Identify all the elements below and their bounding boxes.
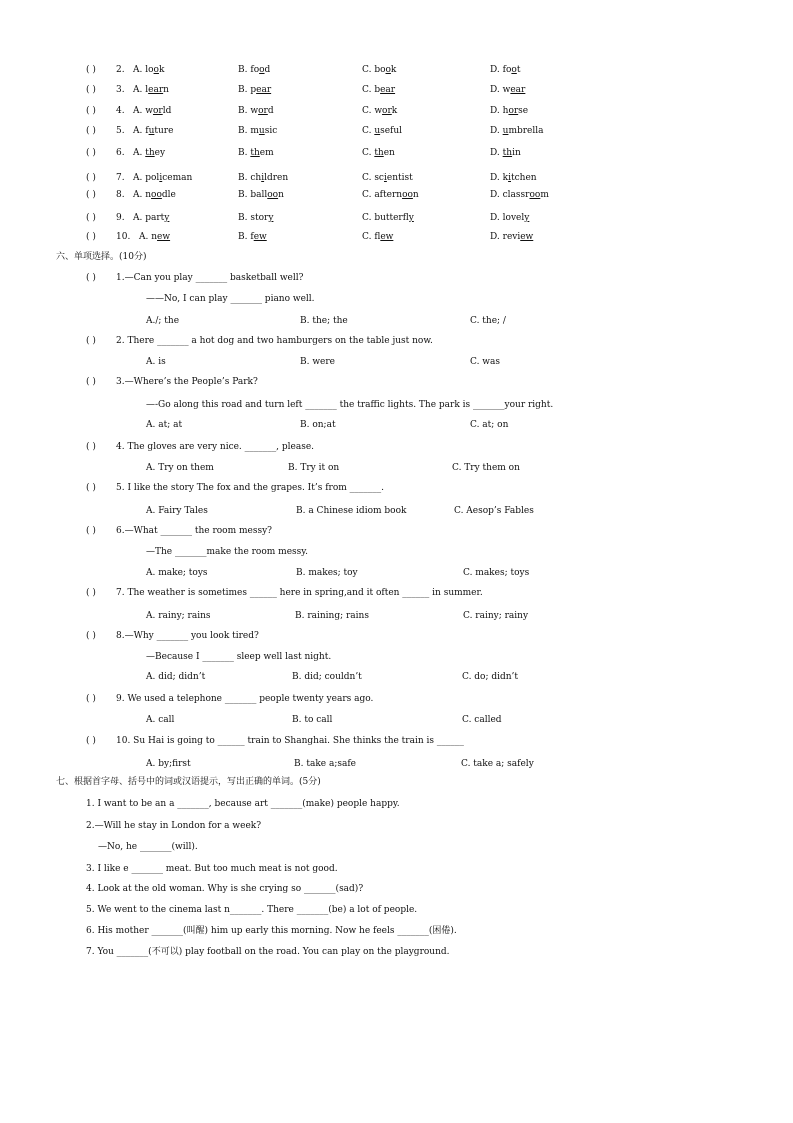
question-text: 9. We used a telephone _______ people twenty years ago. <box>116 694 374 704</box>
question-number: 6. <box>116 148 125 158</box>
option-c[interactable]: C. called <box>462 715 502 725</box>
fill-blank-line <box>0 840 793 854</box>
word-part: part <box>145 213 165 223</box>
option-b[interactable]: B. raining; rains <box>295 611 369 621</box>
option-d <box>490 171 537 185</box>
option-c <box>362 63 396 77</box>
word-part: aftern <box>374 190 403 200</box>
underlined-sound: o <box>153 65 159 75</box>
option-c <box>362 104 397 118</box>
option-b <box>238 211 273 225</box>
response-text: —-Go along this road and turn left _______ the traffic lights. The park is _______your right. <box>146 400 554 410</box>
underlined-sound: i <box>508 173 511 183</box>
word-part: ture <box>154 126 174 136</box>
pronunciation-row <box>0 63 793 77</box>
fill-blank-text[interactable]: —No, he _______(will). <box>98 842 198 852</box>
mcq-question-row <box>0 692 793 706</box>
option-b[interactable]: B. Try it on <box>288 463 340 473</box>
option-letter: C. <box>362 148 372 158</box>
underlined-sound: ew <box>380 232 394 242</box>
question-text: 1.—Can you play _______ basketball well? <box>116 273 304 283</box>
word-part: w <box>250 106 259 116</box>
word-part: w <box>502 85 511 95</box>
option-b[interactable]: B. the; the <box>300 316 348 326</box>
fill-blank-text[interactable]: 3. I like e _______ meat. But too much meat is not good. <box>86 864 338 874</box>
option-letter: A. <box>133 126 143 136</box>
word-part: n <box>151 232 158 242</box>
underlined-sound: y <box>164 213 170 223</box>
underlined-sound: ew <box>520 232 534 242</box>
underlined-sound: ear <box>148 85 164 95</box>
mcq-options-row <box>0 757 793 771</box>
word-part: m <box>540 190 549 200</box>
mcq-question-row <box>0 271 793 285</box>
mcq-question-row <box>0 440 793 454</box>
option-d <box>490 104 528 118</box>
answer-bracket[interactable]: ( ) <box>86 588 96 598</box>
response-text: —Because I _______ sleep well last night. <box>146 652 332 662</box>
underlined-sound: or <box>258 106 268 116</box>
word-part: mbrella <box>508 126 544 136</box>
option-letter: A. <box>133 106 143 116</box>
question-text: 2. There _______ a hot dog and two hamburgers on the table just now. <box>116 336 433 346</box>
mcq-question-row <box>0 375 793 389</box>
fill-blank-text[interactable]: 4. Look at the old woman. Why is she crying so _______(sad)? <box>86 884 364 894</box>
mcq-options-row <box>0 418 793 432</box>
word-part: k <box>390 65 397 75</box>
word-part: b <box>374 85 381 95</box>
option-letter: C. <box>362 213 372 223</box>
word-part: n <box>278 190 284 200</box>
underlined-sound: or <box>382 106 392 116</box>
option-a[interactable]: A. did; didn’t <box>146 672 206 682</box>
word-part: f <box>145 126 149 136</box>
fill-blank-line <box>0 903 793 917</box>
underlined-sound: y <box>408 213 414 223</box>
word-part: m <box>250 126 259 136</box>
word-part: f <box>250 232 254 242</box>
option-d <box>490 124 543 138</box>
answer-bracket[interactable]: ( ) <box>86 336 96 346</box>
option-b <box>238 63 270 77</box>
option-letter: B. <box>238 65 248 75</box>
fill-blank-text[interactable]: 1. I want to be an a _______, because art _______(make) people happy. <box>86 799 400 809</box>
word-part: tchen <box>511 173 537 183</box>
option-letter: D. <box>490 232 500 242</box>
question-number: 4. <box>116 106 125 116</box>
option-c <box>362 211 414 225</box>
question-number: 7. <box>116 173 125 183</box>
fill-blank-text[interactable]: 7. You _______(不可以) play football on the road. You can play on the playground. <box>86 947 450 957</box>
underlined-sound: y <box>268 213 274 223</box>
pronunciation-row <box>0 124 793 138</box>
answer-bracket[interactable]: ( ) <box>86 694 96 704</box>
underlined-sound: ew <box>157 232 171 242</box>
option-a <box>133 188 176 202</box>
mcq-response-row <box>0 545 793 559</box>
answer-bracket[interactable]: ( ) <box>86 148 96 158</box>
option-a <box>133 211 169 225</box>
word-part: pol <box>145 173 160 183</box>
option-letter: D. <box>490 148 500 158</box>
fill-blank-line <box>0 862 793 876</box>
option-a[interactable]: A. at; at <box>146 420 183 430</box>
option-a[interactable]: A. make; toys <box>146 568 208 578</box>
pronunciation-row <box>0 83 793 97</box>
mcq-options-row <box>0 713 793 727</box>
option-letter: B. <box>238 126 248 136</box>
word-part: em <box>259 148 274 158</box>
underlined-sound: i <box>383 173 387 183</box>
underlined-sound: or <box>508 106 519 116</box>
option-c[interactable]: C. was <box>470 357 500 367</box>
word-part: k <box>391 106 398 116</box>
option-a <box>139 230 170 244</box>
option-b <box>238 146 274 160</box>
pronunciation-row <box>0 146 793 160</box>
word-part: stor <box>250 213 269 223</box>
option-b[interactable]: B. on;at <box>300 420 336 430</box>
answer-bracket[interactable]: ( ) <box>86 526 96 536</box>
underlined-sound: ear <box>510 85 526 95</box>
response-text: ——No, I can play _______ piano well. <box>146 294 315 304</box>
fill-blank-line <box>0 945 793 959</box>
answer-bracket[interactable]: ( ) <box>86 377 96 387</box>
mcq-question-row <box>0 524 793 538</box>
word-part: ch <box>250 173 262 183</box>
mcq-question-row <box>0 629 793 643</box>
mcq-response-row <box>0 398 793 412</box>
word-part: k <box>502 173 509 183</box>
word-part: en <box>383 148 395 158</box>
underlined-sound: oo <box>402 190 413 200</box>
mcq-options-row <box>0 461 793 475</box>
option-c <box>362 188 419 202</box>
underlined-sound: u <box>502 126 509 136</box>
option-letter: B. <box>238 85 248 95</box>
word-part: lovel <box>502 213 525 223</box>
word-part: fl <box>374 232 381 242</box>
answer-bracket[interactable]: ( ) <box>86 190 96 200</box>
option-letter: C. <box>362 232 372 242</box>
underlined-sound: ear <box>380 85 396 95</box>
option-d <box>490 63 520 77</box>
option-b <box>238 230 267 244</box>
option-a <box>133 83 169 97</box>
word-part: p <box>250 85 257 95</box>
word-part: dle <box>161 190 176 200</box>
mcq-question-row <box>0 586 793 600</box>
question-number: 3. <box>116 85 125 95</box>
underlined-sound: i <box>261 173 265 183</box>
option-c[interactable]: C. take a; safely <box>461 759 534 769</box>
word-part: n <box>145 190 152 200</box>
word-part: d <box>264 65 271 75</box>
underlined-sound: th <box>250 148 260 158</box>
underlined-sound: oo <box>529 190 541 200</box>
word-part: butterfl <box>374 213 409 223</box>
question-text: 7. The weather is sometimes ______ here in spring,and it often ______ in summer. <box>116 588 483 598</box>
word-part: lo <box>145 65 154 75</box>
option-a <box>133 124 173 138</box>
answer-bracket[interactable]: ( ) <box>86 736 96 746</box>
answer-bracket[interactable]: ( ) <box>86 65 96 75</box>
underlined-sound: oo <box>151 190 162 200</box>
option-letter: C. <box>362 173 372 183</box>
pronunciation-row <box>0 188 793 202</box>
question-text: 6.—What _______ the room messy? <box>116 526 272 536</box>
option-b[interactable]: B. makes; toy <box>296 568 358 578</box>
underlined-sound: y <box>524 213 530 223</box>
option-a[interactable]: A./; the <box>146 316 180 326</box>
option-letter: A. <box>133 213 143 223</box>
option-letter: A. <box>133 85 143 95</box>
option-b <box>238 171 288 185</box>
option-c <box>362 124 402 138</box>
mcq-response-row <box>0 650 793 664</box>
mcq-question-row <box>0 334 793 348</box>
answer-bracket[interactable]: ( ) <box>86 232 96 242</box>
option-b[interactable]: B. were <box>300 357 335 367</box>
mcq-options-row <box>0 355 793 369</box>
mcq-options-row <box>0 670 793 684</box>
fill-blank-text[interactable]: 5. We went to the cinema last n_______. There _______(be) a lot of people. <box>86 905 418 915</box>
word-part: n <box>412 190 419 200</box>
question-number: 2. <box>116 65 125 75</box>
word-part: revi <box>502 232 521 242</box>
option-c <box>362 146 395 160</box>
option-a[interactable]: A. Fairy Tales <box>146 506 208 516</box>
word-part: seful <box>380 126 403 136</box>
fill-blank-line <box>0 924 793 938</box>
word-part: w <box>145 106 153 116</box>
option-letter: D. <box>490 190 500 200</box>
word-part: se <box>518 106 529 116</box>
word-part: entist <box>386 173 413 183</box>
underlined-sound: or <box>152 106 163 116</box>
word-part: w <box>374 106 383 116</box>
pronunciation-row <box>0 171 793 185</box>
answer-bracket[interactable]: ( ) <box>86 483 96 493</box>
question-number: 5. <box>116 126 125 136</box>
word-part: k <box>158 65 165 75</box>
option-c <box>362 171 413 185</box>
option-d <box>490 146 521 160</box>
answer-bracket[interactable]: ( ) <box>86 85 96 95</box>
option-letter: B. <box>238 213 248 223</box>
option-a[interactable]: A. rainy; rains <box>146 611 211 621</box>
underlined-sound: i <box>159 173 163 183</box>
word-part: l <box>145 85 149 95</box>
option-letter: D. <box>490 126 500 136</box>
option-c[interactable]: C. rainy; rainy <box>463 611 529 621</box>
word-part: ey <box>154 148 166 158</box>
option-d <box>490 230 533 244</box>
response-text: —The _______make the room messy. <box>146 547 309 557</box>
word-part: h <box>502 106 509 116</box>
mcq-options-row <box>0 566 793 580</box>
option-a <box>133 171 192 185</box>
option-b <box>238 104 274 118</box>
option-a <box>133 104 171 118</box>
word-part: classr <box>502 190 530 200</box>
mcq-response-row <box>0 292 793 306</box>
answer-bracket[interactable]: ( ) <box>86 213 96 223</box>
option-letter: A. <box>133 173 143 183</box>
section-6-heading: 六、单项选择。(10分) <box>56 252 147 262</box>
option-letter: A. <box>133 148 143 158</box>
question-text: 8.—Why _______ you look tired? <box>116 631 259 641</box>
word-part: bo <box>374 65 386 75</box>
word-part: fo <box>250 65 260 75</box>
underlined-sound: oo <box>267 190 279 200</box>
option-a[interactable]: A. Try on them <box>146 463 214 473</box>
mcq-options-row <box>0 609 793 623</box>
option-b <box>238 188 284 202</box>
word-part: fo <box>502 65 512 75</box>
option-letter: D. <box>490 173 500 183</box>
option-c[interactable]: C. do; didn’t <box>462 672 519 682</box>
underlined-sound: th <box>502 148 513 158</box>
option-b <box>238 83 271 97</box>
option-letter: C. <box>362 190 372 200</box>
option-a[interactable]: A. call <box>146 715 175 725</box>
question-text: 10. Su Hai is going to ______ train to Shanghai. She thinks the train is ______ <box>116 736 464 746</box>
option-letter: A. <box>133 65 143 75</box>
word-part: in <box>512 148 521 158</box>
option-letter: C. <box>362 106 372 116</box>
option-c[interactable]: C. makes; toys <box>463 568 530 578</box>
option-letter: B. <box>238 106 248 116</box>
mcq-options-row <box>0 504 793 518</box>
option-c <box>362 230 393 244</box>
option-b[interactable]: B. to call <box>292 715 333 725</box>
option-letter: B. <box>238 148 248 158</box>
underlined-sound: o <box>259 65 265 75</box>
pronunciation-row <box>0 230 793 244</box>
option-letter: D. <box>490 65 500 75</box>
question-text: 5. I like the story The fox and the grapes. It’s from _______. <box>116 483 384 493</box>
underlined-sound: th <box>145 148 155 158</box>
word-part: n <box>163 85 169 95</box>
underlined-sound: ew <box>253 232 267 242</box>
underlined-sound: u <box>258 126 265 136</box>
option-c <box>362 83 395 97</box>
word-part: t <box>516 65 521 75</box>
fill-blank-line <box>0 797 793 811</box>
underlined-sound: u <box>374 126 381 136</box>
option-letter: A. <box>139 232 149 242</box>
option-a[interactable]: A. by;first <box>146 759 191 769</box>
option-a <box>133 146 165 160</box>
word-part: ceman <box>162 173 193 183</box>
question-number: 8. <box>116 190 125 200</box>
mcq-question-row <box>0 734 793 748</box>
answer-bracket[interactable]: ( ) <box>86 173 96 183</box>
option-letter: C. <box>362 85 372 95</box>
question-number: 10. <box>116 232 131 242</box>
option-letter: C. <box>362 65 372 75</box>
option-b[interactable]: B. take a;safe <box>294 759 356 769</box>
option-d <box>490 211 529 225</box>
answer-bracket[interactable]: ( ) <box>86 442 96 452</box>
underlined-sound: o <box>385 65 391 75</box>
word-part: ldren <box>264 173 289 183</box>
fill-blank-text[interactable]: 6. His mother _______(叫醒) him up early this morning. Now he feels _______(困倦). <box>86 926 457 936</box>
mcq-question-row <box>0 481 793 495</box>
question-number: 9. <box>116 213 125 223</box>
option-d <box>490 188 549 202</box>
fill-blank-line <box>0 882 793 896</box>
word-part: ball <box>250 190 268 200</box>
option-letter: D. <box>490 213 500 223</box>
option-letter: D. <box>490 106 500 116</box>
section-7-heading: 七、根据首字母、括号中的词或汉语提示，写出正确的单词。(5分) <box>56 777 321 787</box>
option-c[interactable]: C. at; on <box>470 420 509 430</box>
word-part: ld <box>162 106 172 116</box>
pronunciation-row <box>0 104 793 118</box>
answer-bracket[interactable]: ( ) <box>86 126 96 136</box>
option-letter: B. <box>238 232 248 242</box>
option-c[interactable]: C. Aesop’s Fables <box>454 506 534 516</box>
pronunciation-row <box>0 211 793 225</box>
question-text: 4. The gloves are very nice. _______, please. <box>116 442 315 452</box>
answer-bracket[interactable]: ( ) <box>86 631 96 641</box>
option-a[interactable]: A. is <box>146 357 166 367</box>
answer-bracket[interactable]: ( ) <box>86 273 96 283</box>
fill-blank-text[interactable]: 2.—Will he stay in London for a week? <box>86 821 262 831</box>
underlined-sound: u <box>148 126 155 136</box>
option-letter: A. <box>133 190 143 200</box>
word-part: d <box>267 106 274 116</box>
fill-blank-line <box>0 819 793 833</box>
option-d <box>490 83 525 97</box>
option-b[interactable]: B. a Chinese idiom book <box>296 506 407 516</box>
underlined-sound: o <box>511 65 517 75</box>
option-c[interactable]: C. Try them on <box>452 463 520 473</box>
underlined-sound: th <box>374 148 384 158</box>
option-letter: D. <box>490 85 500 95</box>
mcq-options-row <box>0 314 793 328</box>
option-b <box>238 124 277 138</box>
option-letter: C. <box>362 126 372 136</box>
option-letter: B. <box>238 190 248 200</box>
underlined-sound: ear <box>256 85 272 95</box>
option-a <box>133 63 164 77</box>
word-part: sc <box>374 173 384 183</box>
option-b[interactable]: B. did; couldn’t <box>292 672 362 682</box>
option-c[interactable]: C. the; / <box>470 316 506 326</box>
word-part: sic <box>264 126 278 136</box>
question-text: 3.—Where’s the People’s Park? <box>116 377 258 387</box>
option-letter: B. <box>238 173 248 183</box>
answer-bracket[interactable]: ( ) <box>86 106 96 116</box>
